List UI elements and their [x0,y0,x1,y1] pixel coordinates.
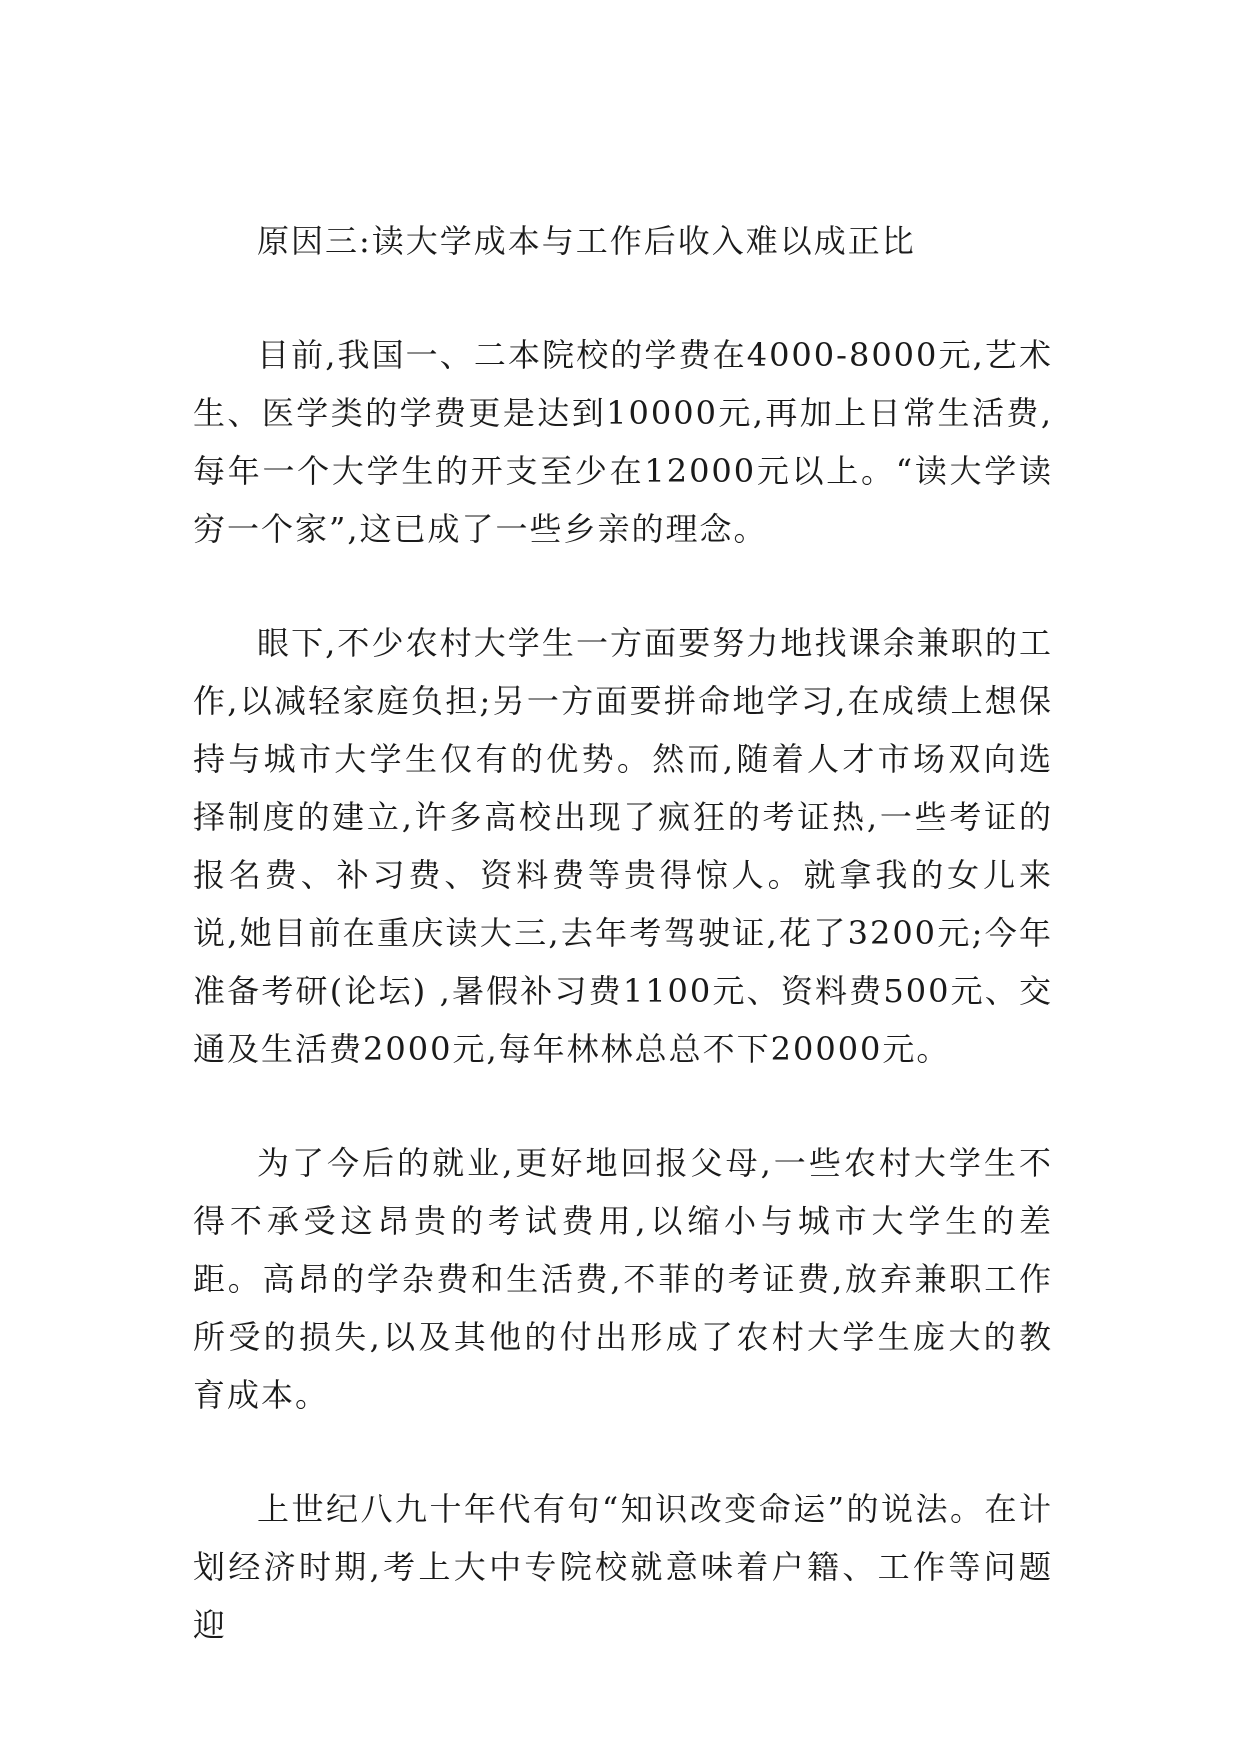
paragraph-education-cost: 为了今后的就业,更好地回报父母,一些农村大学生不得不承受这昂贵的考试费用,以缩小与城市大学生的差距。高昂的学杂费和生活费,不菲的考证费,放弃兼职工作所受的损失,以及其他的付出形成了农村大学生庞大的教育成本。 [193,1144,1053,1414]
paragraph-certification-costs: 眼下,不少农村大学生一方面要努力地找课余兼职的工作,以减轻家庭负担;另一方面要拼命地学习,在成绩上想保持与城市大学生仅有的优势。然而,随着人才市场双向选择制度的建立,许多高校出现了疯狂的考证热,一些考证的报名费、补习费、资料费等贵得惊人。就拿我的女儿来说,她目前在重庆读大三,去年考驾驶证,花了3200元;今年准备考研(论坛) ,暑假补习费1100元、资料费500元、交通及生活费2000元,每年林林总总不下20000元。 [193,624,1053,1068]
document-body [193,212,1053,1654]
section-heading: 原因三:读大学成本与工作后收入难以成正比 [257,222,916,260]
paragraph-knowledge-changes-fate: 上世纪八九十年代有句“知识改变命运”的说法。在计划经济时期,考上大中专院校就意味着户籍、工作等问题迎 [193,1490,1053,1644]
paragraph-tuition: 目前,我国一、二本院校的学费在4000-8000元,艺术生、医学类的学费更是达到10000元,再加上日常生活费,每年一个大学生的开支至少在12000元以上。“读大学读穷一个家”,这已成了一些乡亲的理念。 [193,336,1053,548]
